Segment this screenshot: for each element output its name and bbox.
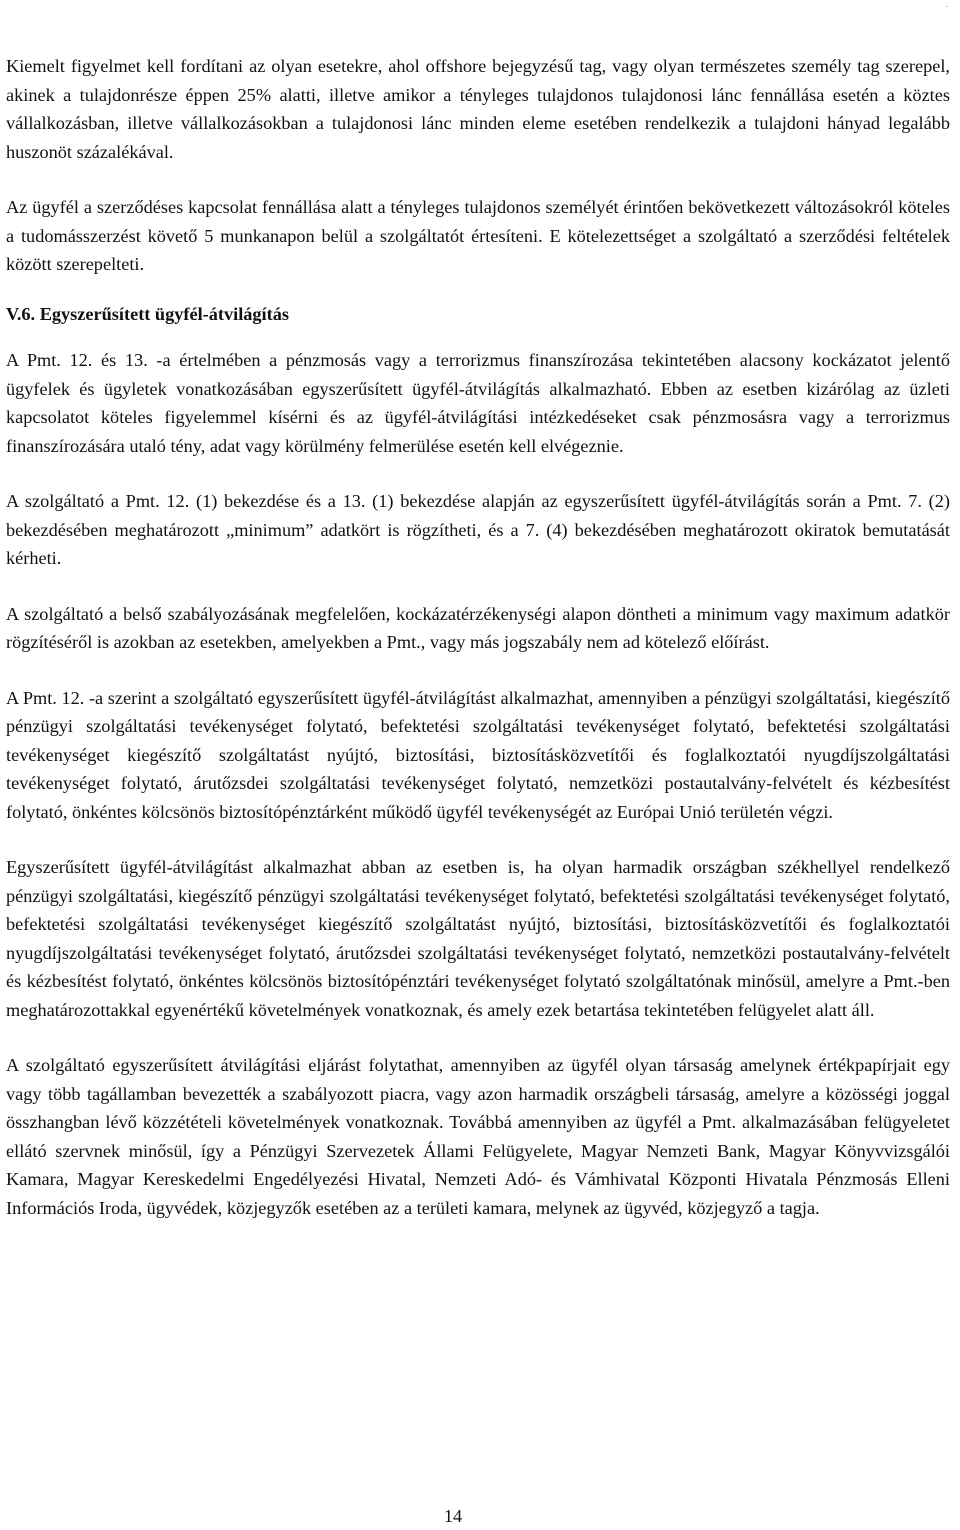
paragraph-offshore: Kiemelt figyelmet kell fordítani az olyan esetekre, ahol offshore bejegyzésű tag, vagy olyan természetes személy tag szerepel, akinek a tulajdonrésze éppen 25% alatti, illetve amikor a tényleges tulajdonos tulajdonosi lánc fennállása esetén a köztes vállalkozásban, illetve vállalkozásokban a tulajdonosi lánc minden eleme esetében rendelkezik a tulajdoni hányad legalább huszonöt százalékával.	[6, 56, 950, 162]
paragraph-change-notification: Az ügyfél a szerződéses kapcsolat fennállása alatt a tényleges tulajdonos személyét érintően bekövetkezett változásokról köteles a tudomásszerzést követő 5 munkanapon belül a szolgáltatót értesíteni. E kötelezettséget a szolgáltató a szerződési feltételek között szerepelteti.	[6, 197, 950, 274]
paragraph-listed-companies: A szolgáltató egyszerűsített átvilágítási eljárást folytathat, amennyiben az ügyfél olyan társaság amelynek értékpapírjait egy vagy több tagállamban bevezették a szabályozott piacra, vagy azon harmadik országbeli társaság, amelyre a közösségi joggal összhangban lévő közzétételi követelmények vonatkoznak. Továbbá amennyiben az ügyfél a Pmt. alkalmazásában felügyeletet ellátó szervnek minősül, így a Pénzügyi Szervezetek Állami Felügyelete, Magyar Nemzeti Bank, Magyar Könyvvizsgálói Kamara, Magyar Kereskedelmi Engedélyezési Hivatal, Nemzeti Adó- és Vámhivatal Központi Hivatala Pénzmosás Elleni Információs Iroda, ügyvédek, közjegyzők esetében az a területi kamara, melynek az ügyvéd, közjegyző a tagja.	[6, 1055, 950, 1218]
document-body	[6, 52, 950, 1249]
corner-mark: .	[945, 0, 948, 10]
paragraph-eu-providers: A Pmt. 12. -a szerint a szolgáltató egyszerűsített ügyfél-átvilágítást alkalmazhat, amennyiben a pénzügyi szolgáltatási, kiegészítő pénzügyi szolgáltatási tevékenységet folytató, befektetési szolgáltatási tevékenységet folytató, befektetési szolgáltatási tevékenységet kiegészítő szolgáltatást nyújtó, biztosítási, biztosításközvetítői és foglalkoztatói nyugdíjszolgáltatási tevékenységet folytató, árutőzsdei szolgáltatási tevékenységet folytató, nemzetközi postautalvány-felvételt és kézbesítést folytató, önkéntes kölcsönös biztosítópénztárként működő ügyfél tevékenységét az Európai Unió területén végzi.	[6, 687, 950, 822]
paragraph-minimum-data: A szolgáltató a Pmt. 12. (1) bekezdése és a 13. (1) bekezdése alapján az egyszerűsített ügyfél-átvilágítás során a Pmt. 7. (2) bekezdésében meghatározott „minimum” adatkört is rögzítheti, és a 7. (4) bekezdésében meghatározott okiratok bemutatását kérheti.	[6, 491, 950, 568]
paragraph-third-country: Egyszerűsített ügyfél-átvilágítást alkalmazhat abban az esetben is, ha olyan harmadik országban székhellyel rendelkező pénzügyi szolgáltatási, kiegészítő pénzügyi szolgáltatási tevékenységet folytató, befektetési szolgáltatási tevékenységet folytató, befektetési szolgáltatási tevékenységet kiegészítő szolgáltatást nyújtó, biztosítási, biztosításközvetítői és foglalkoztatói nyugdíjszolgáltatási tevékenységet folytató, árutőzsdei szolgáltatási tevékenységet folytató, nemzetközi postautalvány-felvételt és kézbesítést folytató, önkéntes kölcsönös biztosítópénztári tevékenységet folytató szolgáltatónak minősül, amelyre a Pmt.-ben meghatározottakkal egyenértékű követelmények vonatkoznak, és amely ezek betartása tekintetében felügyelet alatt áll.	[6, 857, 950, 1020]
paragraph-simplified-due-diligence: A Pmt. 12. és 13. -a értelmében a pénzmosás vagy a terrorizmus finanszírozása tekintetében alacsony kockázatot jelentő ügyfelek és ügyletek vonatkozásában egyszerűsített ügyfél-átvilágítás alkalmazható. Ebben az esetben kizárólag az üzleti kapcsolatot köteles figyelemmel kísérni és az ügyfél-átvilágítási intézkedéseket csak pénzmosásra vagy a terrorizmus finanszírozására utaló tény, adat vagy körülmény felmerülése esetén kell elvégeznie.	[6, 350, 950, 456]
page-number: 14	[443, 1506, 463, 1526]
section-heading: V.6. Egyszerűsített ügyfél-átvilágítás	[6, 303, 289, 324]
paragraph-internal-rules: A szolgáltató a belső szabályozásának megfelelően, kockázatérzékenységi alapon döntheti a minimum vagy maximum adatkör rögzítéséről is azokban az esetekben, amelyekben a Pmt., vagy más jogszabály nem ad kötelező előírást.	[6, 603, 950, 652]
